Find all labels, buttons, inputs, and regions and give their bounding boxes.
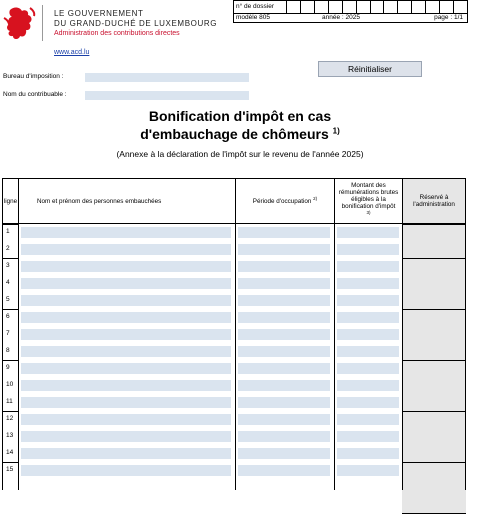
amount-input[interactable]	[337, 465, 399, 476]
tax-office-label: Bureau d'imposition :	[3, 73, 64, 80]
name-input[interactable]	[21, 346, 231, 357]
table-column-line	[2, 224, 3, 490]
table-column-line	[18, 224, 19, 490]
table-row-line	[2, 462, 19, 463]
model-number: modèle 805	[236, 14, 270, 21]
dossier-box	[233, 0, 468, 23]
period-input[interactable]	[238, 346, 330, 357]
header-name: Nom et prénom des personnes embauchées	[18, 178, 236, 224]
amount-input[interactable]	[337, 431, 399, 442]
reserved-block	[402, 411, 466, 463]
row-number: 15	[6, 466, 14, 473]
title-footnote-marker: 1)	[332, 126, 340, 136]
amount-input[interactable]	[337, 380, 399, 391]
row-number: 13	[6, 432, 14, 439]
government-line-1: LE GOUVERNEMENT	[54, 9, 144, 18]
period-input[interactable]	[238, 431, 330, 442]
period-input[interactable]	[238, 414, 330, 425]
table-column-line	[402, 224, 403, 490]
name-input[interactable]	[21, 380, 231, 391]
row-number: 14	[6, 449, 14, 456]
period-input[interactable]	[238, 227, 330, 238]
taxpayer-name-label: Nom du contribuable :	[3, 91, 67, 98]
table-row-line	[2, 309, 19, 310]
name-input[interactable]	[21, 363, 231, 374]
name-input[interactable]	[21, 227, 231, 238]
amount-input[interactable]	[337, 363, 399, 374]
amount-input[interactable]	[337, 312, 399, 323]
header-reserved: Réservé à l'administration	[402, 178, 466, 224]
form-title-line-2	[0, 126, 480, 142]
table-column-line	[334, 224, 335, 490]
name-input[interactable]	[21, 431, 231, 442]
dossier-label: n° de dossier	[234, 1, 287, 13]
reserved-block	[402, 224, 466, 259]
period-input[interactable]	[238, 261, 330, 272]
row-number: 6	[6, 313, 10, 320]
period-input[interactable]	[238, 397, 330, 408]
name-input[interactable]	[21, 465, 231, 476]
amount-input[interactable]	[337, 346, 399, 357]
tax-year: année : 2025	[322, 14, 360, 21]
name-input[interactable]	[21, 414, 231, 425]
name-input[interactable]	[21, 329, 231, 340]
row-number: 2	[6, 245, 10, 252]
period-input[interactable]	[238, 380, 330, 391]
table-row-line	[2, 258, 19, 259]
website-link[interactable]: www.acd.lu	[54, 49, 90, 56]
row-number: 4	[6, 279, 10, 286]
period-input[interactable]	[238, 244, 330, 255]
header-amount: Montant des rémunérations brutes éligibles à la bonification d'impôt $^{3)}$	[334, 178, 403, 224]
amount-footnote-marker: 3)	[366, 210, 371, 216]
luxembourg-lion-icon	[2, 4, 38, 42]
row-number: 10	[6, 381, 14, 388]
reserved-block	[402, 462, 466, 514]
taxpayer-name-input[interactable]	[85, 91, 249, 100]
row-number: 3	[6, 262, 10, 269]
reserved-block	[402, 309, 466, 361]
row-number: 1	[6, 228, 10, 235]
amount-input[interactable]	[337, 448, 399, 459]
row-number: 12	[6, 415, 14, 422]
tax-office-input[interactable]	[85, 73, 249, 82]
amount-input[interactable]	[337, 227, 399, 238]
table-row-line	[2, 360, 19, 361]
amount-input[interactable]	[337, 414, 399, 425]
row-number: 8	[6, 347, 10, 354]
row-number: 9	[6, 364, 10, 371]
period-input[interactable]	[238, 278, 330, 289]
form-title-line-2-text: d'embauchage de chômeurs	[140, 126, 329, 142]
period-input[interactable]	[238, 312, 330, 323]
form-subtitle: (Annexe à la déclaration de l'impôt sur le revenu de l'année 2025)	[116, 149, 364, 159]
reset-button[interactable]: Réinitialiser	[318, 61, 422, 77]
row-number: 11	[6, 398, 13, 405]
government-line-2: DU GRAND-DUCHÉ DE LUXEMBOURG	[54, 19, 218, 28]
period-input[interactable]	[238, 448, 330, 459]
amount-input[interactable]	[337, 261, 399, 272]
reserved-block	[402, 360, 466, 412]
period-input[interactable]	[238, 363, 330, 374]
logo-divider	[42, 5, 43, 41]
row-number: 7	[6, 330, 10, 337]
amount-input[interactable]	[337, 329, 399, 340]
page-indicator: page : 1/1	[434, 14, 463, 21]
name-input[interactable]	[21, 295, 231, 306]
period-input[interactable]	[238, 465, 330, 476]
name-input[interactable]	[21, 448, 231, 459]
period-input[interactable]	[238, 295, 330, 306]
table-column-line	[465, 224, 466, 490]
amount-input[interactable]	[337, 397, 399, 408]
name-input[interactable]	[21, 278, 231, 289]
name-input[interactable]	[21, 312, 231, 323]
administration-name: Administration des contributions directes	[54, 30, 180, 37]
name-input[interactable]	[21, 244, 231, 255]
amount-input[interactable]	[337, 278, 399, 289]
period-footnote-marker: 2)	[313, 196, 318, 202]
dossier-number-cells[interactable]	[287, 1, 467, 13]
period-input[interactable]	[238, 329, 330, 340]
table-column-line	[235, 224, 236, 490]
name-input[interactable]	[21, 261, 231, 272]
header-line: ligne	[2, 178, 19, 224]
header-period: Période d'occupation $^{2)}$	[235, 178, 335, 224]
amount-input[interactable]	[337, 244, 399, 255]
row-number: 5	[6, 296, 10, 303]
form-title-line-1: Bonification d'impôt en cas	[148, 108, 332, 124]
table-row-line	[2, 411, 19, 412]
name-input[interactable]	[21, 397, 231, 408]
table-row-line	[2, 224, 19, 225]
amount-input[interactable]	[337, 295, 399, 306]
reserved-block	[402, 258, 466, 310]
